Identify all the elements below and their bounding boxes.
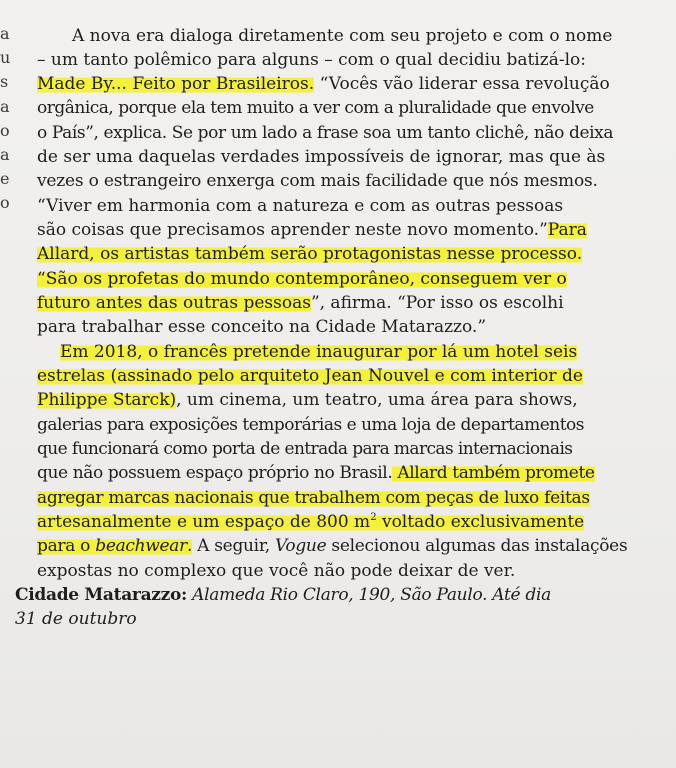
line-text: que funcionará como porta de entrada para marcas internacionais [37,439,573,459]
text-line [37,510,584,534]
text-line [37,315,486,339]
highlighted-text: futuro antes das outras pessoas [37,293,311,313]
text-line [37,194,563,218]
line-text: . [186,536,193,556]
line-text: – um tanto polêmico para alguns – com o qual decidiu batizá-lo: [37,50,586,70]
venue-address: Alameda Rio Claro, 190, São Paulo. Até dia [187,585,551,605]
superscript: 2 [370,512,377,523]
margin-fragment: e [0,169,10,189]
line-text: “Vocês vão liderar essa revolução [314,74,610,94]
magazine-name: Vogue [274,536,327,556]
highlighted-text: Made By... Feito por Brasileiros. [37,74,315,94]
text-line [37,388,578,412]
highlighted-text: estrelas (assinado pelo arquiteto Jean Nouvel e com interior de [37,366,583,386]
text-line [37,291,564,315]
text-line [37,121,613,145]
italic-term: beachwear [95,536,187,556]
line-text: A nova era dialoga diretamente com seu projeto e com o nome [72,26,613,46]
line-text: ”, afirma. “Por isso os escolhi [310,293,564,313]
text-line [37,145,605,169]
text-line [60,340,577,364]
line-text: são coisas que precisamos aprender neste novo momento.” [37,220,548,240]
highlighted-text: agregar marcas nacionais que trabalhem com peças de luxo feitas [37,488,590,508]
cut-off-left-column [0,22,16,216]
margin-fragment: u [0,48,11,68]
line-text: o País”, explica. Se por um lado a frase soa um tanto clichê, não deixa [37,123,614,143]
text-line [37,461,595,485]
line-text: “Viver em harmonia com a natureza e com as outras pessoas [37,196,564,216]
margin-fragment: a [0,96,10,116]
line-text: de ser uma daquelas verdades impossíveis de ignorar, mas que às [37,147,606,167]
line-text: orgânica, porque ela tem muito a ver com a pluralidade que envolve [37,98,594,118]
venue-dates: 31 de outubro [15,609,137,629]
text-line [37,486,590,510]
line-text: voltado exclusivamente [376,512,585,532]
highlighted-text: Em 2018, o francês pretende inaugurar por lá um hotel seis [60,342,578,362]
line-text: que não possuem espaço próprio no Brasil. [37,463,393,483]
highlighted-text [37,512,584,532]
text-line [37,48,586,72]
margin-fragment: s [0,72,9,92]
text-line [37,242,582,266]
margin-fragment: a [0,144,10,164]
text-line [37,534,627,558]
line-text: galerias para exposições temporárias e uma loja de departamentos [37,415,584,435]
line-text: expostas no complexo que você não pode deixar de ver. [37,561,516,581]
text-line [37,169,598,193]
line-text: vezes o estrangeiro enxerga com mais facilidade que nós mesmos. [37,171,598,191]
highlighted-text [37,536,192,556]
text-line [37,413,584,437]
line-text: , um cinema, um teatro, uma área para shows, [176,390,578,410]
venue-info [15,583,551,607]
text-line [37,96,594,120]
margin-fragment: o [0,193,10,213]
margin-fragment: a [0,24,10,43]
line-text: artesanalmente e um espaço de 800 m [37,512,371,532]
highlighted-text: Allard também promete [392,463,595,483]
text-line [37,364,583,388]
text-line [37,437,572,461]
line-text: para trabalhar esse conceito na Cidade Matarazzo.” [37,317,487,337]
text-line [72,24,612,48]
line-text: selecionou algumas das instalações [326,536,628,556]
text-line [37,218,587,242]
text-line [37,72,610,96]
highlighted-text: Para [547,220,587,240]
venue-info-continued [15,607,137,631]
highlighted-text: Allard, os artistas também serão protagonistas nesse processo. [37,244,583,264]
text-line [37,559,515,583]
line-text: para o [37,536,96,556]
text-line [37,267,567,291]
line-text: A seguir, [192,536,275,556]
venue-label: Cidade Matarazzo: [15,585,188,605]
margin-fragment: o [0,120,10,140]
highlighted-text: “São os profetas do mundo contemporâneo, conseguem ver o [37,269,567,289]
highlighted-text: Philippe Starck) [37,390,177,410]
